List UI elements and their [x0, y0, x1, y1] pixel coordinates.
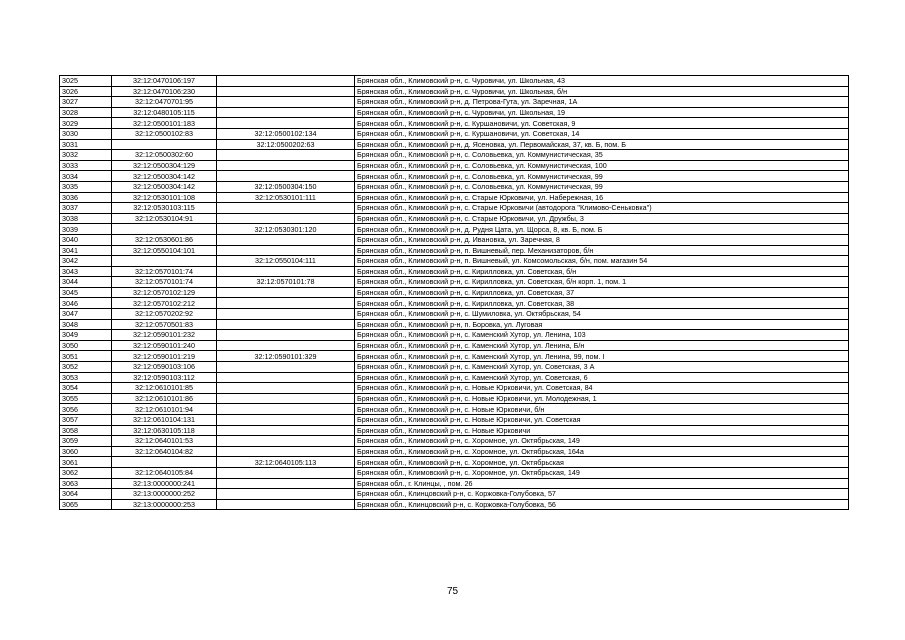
cadastral-number-cell: 32:12:0480105:115: [112, 107, 217, 118]
row-number-cell: 3042: [60, 256, 112, 267]
table-row: [60, 224, 849, 235]
property-registry-table: [59, 75, 849, 510]
cadastral-number-secondary-cell: [217, 298, 355, 309]
cadastral-number-cell: 32:12:0590101:232: [112, 330, 217, 341]
address-cell: Брянская обл., Климовский р-н, с. Старые Юрковичи, ул. Набережная, 16: [355, 192, 849, 203]
row-number-cell: 3040: [60, 234, 112, 245]
table-row: [60, 489, 849, 500]
table-row: [60, 266, 849, 277]
row-number-cell: 3037: [60, 203, 112, 214]
cadastral-number-cell: 32:12:0590101:240: [112, 340, 217, 351]
row-number-cell: 3047: [60, 309, 112, 320]
cadastral-number-cell: 32:12:0570101:74: [112, 266, 217, 277]
cadastral-number-secondary-cell: 32:12:0500202:63: [217, 139, 355, 150]
table-row: [60, 107, 849, 118]
address-cell: Брянская обл., Климовский р-н, с. Чуровичи, ул. Школьная, 19: [355, 107, 849, 118]
cadastral-number-secondary-cell: 32:12:0530101:111: [217, 192, 355, 203]
table-row: [60, 181, 849, 192]
cadastral-number-cell: 32:13:0000000:241: [112, 478, 217, 489]
cadastral-number-cell: 32:12:0530601:86: [112, 234, 217, 245]
cadastral-number-secondary-cell: [217, 383, 355, 394]
cadastral-number-secondary-cell: [217, 118, 355, 129]
address-cell: Брянская обл., Клинцовский р-н, с. Коржовка-Голубовка, 56: [355, 499, 849, 510]
address-cell: Брянская обл., Климовский р-н, с. Новые Юрковичи, ул. Молодежная, 1: [355, 393, 849, 404]
address-cell: Брянская обл., Климовский р-н, п. Вишневый, пер. Механизаторов, б/н: [355, 245, 849, 256]
cadastral-number-cell: 32:12:0500304:142: [112, 181, 217, 192]
cadastral-number-secondary-cell: 32:12:0550104:111: [217, 256, 355, 267]
cadastral-number-secondary-cell: [217, 97, 355, 108]
page-number: 75: [446, 586, 459, 597]
address-cell: Брянская обл., Климовский р-н, с. Каменский Хутор, ул. Ленина, 103: [355, 330, 849, 341]
table-row: [60, 330, 849, 341]
address-cell: Брянская обл., Климовский р-н, с. Старые Юрковичи, ул. Дружбы, 3: [355, 213, 849, 224]
cadastral-number-secondary-cell: 32:12:0500102:134: [217, 128, 355, 139]
cadastral-number-secondary-cell: 32:12:0590101:329: [217, 351, 355, 362]
row-number-cell: 3064: [60, 489, 112, 500]
cadastral-number-cell: 32:12:0500101:183: [112, 118, 217, 129]
row-number-cell: 3031: [60, 139, 112, 150]
table-row: [60, 467, 849, 478]
address-cell: Брянская обл., Климовский р-н, с. Кирилловка, ул. Советская, б/н: [355, 266, 849, 277]
row-number-cell: 3039: [60, 224, 112, 235]
address-cell: Брянская обл., Климовский р-н, п. Вишневый, ул. Комсомольская, б/н, пом. магазин 54: [355, 256, 849, 267]
row-number-cell: 3050: [60, 340, 112, 351]
cadastral-number-secondary-cell: 32:12:0500304:150: [217, 181, 355, 192]
row-number-cell: 3063: [60, 478, 112, 489]
address-cell: Брянская обл., Климовский р-н, д. Ивановка, ул. Заречная, 8: [355, 234, 849, 245]
cadastral-number-cell: [112, 457, 217, 468]
address-cell: Брянская обл., Климовский р-н, с. Чуровичи, ул. Школьная, 43: [355, 76, 849, 87]
row-number-cell: 3044: [60, 277, 112, 288]
row-number-cell: 3028: [60, 107, 112, 118]
address-cell: Брянская обл., Климовский р-н, д. Петрова-Гута, ул. Заречная, 1А: [355, 97, 849, 108]
cadastral-number-secondary-cell: [217, 499, 355, 510]
table-row: [60, 499, 849, 510]
table-row: [60, 139, 849, 150]
row-number-cell: 3062: [60, 467, 112, 478]
table-row: [60, 128, 849, 139]
cadastral-number-secondary-cell: [217, 234, 355, 245]
row-number-cell: 3032: [60, 150, 112, 161]
cadastral-number-secondary-cell: [217, 150, 355, 161]
address-cell: Брянская обл., Климовский р-н, с. Старые Юрковичи (автодорога "Климово-Сеньковка"): [355, 203, 849, 214]
address-cell: Брянская обл., Климовский р-н, д. Рудня Цата, ул. Щорса, 8, кв. Б, пом. Б: [355, 224, 849, 235]
cadastral-number-secondary-cell: [217, 287, 355, 298]
cadastral-number-cell: 32:12:0640101:53: [112, 436, 217, 447]
table-body: [60, 76, 849, 510]
cadastral-number-cell: 32:12:0570102:212: [112, 298, 217, 309]
cadastral-number-cell: 32:12:0630105:118: [112, 425, 217, 436]
cadastral-number-cell: 32:12:0500302:60: [112, 150, 217, 161]
cadastral-number-cell: 32:12:0610101:94: [112, 404, 217, 415]
row-number-cell: 3059: [60, 436, 112, 447]
table-row: [60, 478, 849, 489]
cadastral-number-secondary-cell: [217, 478, 355, 489]
table-row: [60, 372, 849, 383]
address-cell: Брянская обл., Климовский р-н, с. Кирилловка, ул. Советская, б/н корп. 1, пом. 1: [355, 277, 849, 288]
cadastral-number-cell: 32:12:0570202:92: [112, 309, 217, 320]
cadastral-number-secondary-cell: [217, 446, 355, 457]
cadastral-number-cell: 32:13:0000000:252: [112, 489, 217, 500]
table-row: [60, 393, 849, 404]
table-row: [60, 404, 849, 415]
address-cell: Брянская обл., Климовский р-н, с. Хоромное, ул. Октябрьская, 149: [355, 467, 849, 478]
cadastral-number-cell: 32:12:0470106:230: [112, 86, 217, 97]
row-number-cell: 3041: [60, 245, 112, 256]
address-cell: Брянская обл., Клинцовский р-н, с. Коржовка-Голубовка, 57: [355, 489, 849, 500]
row-number-cell: 3038: [60, 213, 112, 224]
cadastral-number-cell: [112, 139, 217, 150]
address-cell: Брянская обл., Климовский р-н, с. Соловьевка, ул. Коммунистическая, 100: [355, 160, 849, 171]
address-cell: Брянская обл., Климовский р-н, с. Чуровичи, ул. Школьная, б/н: [355, 86, 849, 97]
cadastral-number-cell: 32:12:0640105:84: [112, 467, 217, 478]
table-row: [60, 351, 849, 362]
row-number-cell: 3048: [60, 319, 112, 330]
table-row: [60, 436, 849, 447]
cadastral-number-secondary-cell: [217, 213, 355, 224]
cadastral-number-secondary-cell: [217, 171, 355, 182]
address-cell: Брянская обл., Климовский р-н, с. Новые Юрковичи, ул. Советская, 84: [355, 383, 849, 394]
table-row: [60, 362, 849, 373]
table-row: [60, 160, 849, 171]
row-number-cell: 3054: [60, 383, 112, 394]
address-cell: Брянская обл., Климовский р-н, с. Кирилловка, ул. Советская, 37: [355, 287, 849, 298]
cadastral-number-cell: 32:12:0470106:197: [112, 76, 217, 87]
registry-sheet: [59, 75, 849, 510]
address-cell: Брянская обл., Климовский р-н, с. Каменский Хутор, ул. Советская, 3 А: [355, 362, 849, 373]
address-cell: Брянская обл., Климовский р-н, с. Каменский Хутор, ул. Ленина, Б/н: [355, 340, 849, 351]
address-cell: Брянская обл., Климовский р-н, с. Новые Юрковичи: [355, 425, 849, 436]
row-number-cell: 3053: [60, 372, 112, 383]
cadastral-number-secondary-cell: [217, 309, 355, 320]
row-number-cell: 3036: [60, 192, 112, 203]
address-cell: Брянская обл., Климовский р-н, с. Шумиловка, ул. Октябрьская, 54: [355, 309, 849, 320]
table-row: [60, 287, 849, 298]
address-cell: Брянская обл., Климовский р-н, с. Каменский Хутор, ул. Советская, 6: [355, 372, 849, 383]
cadastral-number-secondary-cell: 32:12:0530301:120: [217, 224, 355, 235]
cadastral-number-secondary-cell: [217, 107, 355, 118]
cadastral-number-secondary-cell: [217, 266, 355, 277]
cadastral-number-cell: 32:12:0530101:108: [112, 192, 217, 203]
cadastral-number-secondary-cell: [217, 436, 355, 447]
address-cell: Брянская обл., Климовский р-н, с. Хоромное, ул. Октябрьская: [355, 457, 849, 468]
cadastral-number-cell: 32:12:0570101:74: [112, 277, 217, 288]
table-row: [60, 118, 849, 129]
cadastral-number-secondary-cell: [217, 415, 355, 426]
address-cell: Брянская обл., Климовский р-н, с. Хоромное, ул. Октябрьская, 164а: [355, 446, 849, 457]
table-row: [60, 340, 849, 351]
table-row: [60, 76, 849, 87]
table-row: [60, 457, 849, 468]
cadastral-number-cell: [112, 256, 217, 267]
cadastral-number-secondary-cell: [217, 425, 355, 436]
row-number-cell: 3058: [60, 425, 112, 436]
row-number-cell: 3034: [60, 171, 112, 182]
table-row: [60, 97, 849, 108]
address-cell: Брянская обл., Климовский р-н, с. Каменский Хутор, ул. Ленина, 99, пом. I: [355, 351, 849, 362]
cadastral-number-cell: 32:12:0610101:85: [112, 383, 217, 394]
cadastral-number-secondary-cell: [217, 160, 355, 171]
row-number-cell: 3061: [60, 457, 112, 468]
address-cell: Брянская обл., Климовский р-н, п. Боровка, ул. Луговая: [355, 319, 849, 330]
cadastral-number-cell: 32:12:0590103:112: [112, 372, 217, 383]
row-number-cell: 3051: [60, 351, 112, 362]
cadastral-number-secondary-cell: [217, 372, 355, 383]
cadastral-number-secondary-cell: [217, 76, 355, 87]
table-row: [60, 319, 849, 330]
table-row: [60, 415, 849, 426]
row-number-cell: 3055: [60, 393, 112, 404]
cadastral-number-cell: 32:12:0500102:83: [112, 128, 217, 139]
cadastral-number-cell: 32:12:0640104:82: [112, 446, 217, 457]
row-number-cell: 3052: [60, 362, 112, 373]
cadastral-number-secondary-cell: [217, 489, 355, 500]
address-cell: Брянская обл., Климовский р-н, с. Соловьевка, ул. Коммунистическая, 99: [355, 171, 849, 182]
cadastral-number-cell: 32:12:0590103:106: [112, 362, 217, 373]
cadastral-number-cell: 32:13:0000000:253: [112, 499, 217, 510]
cadastral-number-cell: 32:12:0570102:129: [112, 287, 217, 298]
row-number-cell: 3057: [60, 415, 112, 426]
address-cell: Брянская обл., г. Клинцы, , пом. 26: [355, 478, 849, 489]
table-row: [60, 256, 849, 267]
cadastral-number-cell: 32:12:0610104:131: [112, 415, 217, 426]
address-cell: Брянская обл., Климовский р-н, с. Кирилловка, ул. Советская, 38: [355, 298, 849, 309]
address-cell: Брянская обл., Климовский р-н, с. Соловьевка, ул. Коммунистическая, 99: [355, 181, 849, 192]
table-row: [60, 245, 849, 256]
table-row: [60, 86, 849, 97]
cadastral-number-cell: 32:12:0470701:95: [112, 97, 217, 108]
cadastral-number-secondary-cell: [217, 393, 355, 404]
row-number-cell: 3045: [60, 287, 112, 298]
row-number-cell: 3029: [60, 118, 112, 129]
cadastral-number-secondary-cell: [217, 86, 355, 97]
table-row: [60, 446, 849, 457]
cadastral-number-cell: 32:12:0530104:91: [112, 213, 217, 224]
cadastral-number-secondary-cell: 32:12:0640105:113: [217, 457, 355, 468]
cadastral-number-secondary-cell: 32:12:0570101:78: [217, 277, 355, 288]
cadastral-number-secondary-cell: [217, 467, 355, 478]
cadastral-number-secondary-cell: [217, 340, 355, 351]
cadastral-number-cell: 32:12:0500304:129: [112, 160, 217, 171]
table-row: [60, 383, 849, 394]
cadastral-number-secondary-cell: [217, 245, 355, 256]
table-row: [60, 277, 849, 288]
table-row: [60, 309, 849, 320]
address-cell: Брянская обл., Климовский р-н, с. Хоромное, ул. Октябрьская, 149: [355, 436, 849, 447]
table-row: [60, 298, 849, 309]
row-number-cell: 3027: [60, 97, 112, 108]
table-row: [60, 425, 849, 436]
table-row: [60, 234, 849, 245]
cadastral-number-secondary-cell: [217, 362, 355, 373]
address-cell: Брянская обл., Климовский р-н, с. Соловьевка, ул. Коммунистическая, 35: [355, 150, 849, 161]
cadastral-number-secondary-cell: [217, 319, 355, 330]
row-number-cell: 3026: [60, 86, 112, 97]
cadastral-number-secondary-cell: [217, 404, 355, 415]
cadastral-number-cell: 32:12:0500304:142: [112, 171, 217, 182]
table-row: [60, 171, 849, 182]
row-number-cell: 3033: [60, 160, 112, 171]
row-number-cell: 3065: [60, 499, 112, 510]
address-cell: Брянская обл., Климовский р-н, с. Новые Юрковичи, б/н: [355, 404, 849, 415]
cadastral-number-cell: 32:12:0590101:219: [112, 351, 217, 362]
address-cell: Брянская обл., Климовский р-н, д. Ясеновка, ул. Первомайская, 37, кв. Б, пом. Б: [355, 139, 849, 150]
table-row: [60, 192, 849, 203]
address-cell: Брянская обл., Климовский р-н, с. Новые Юрковичи, ул. Советская: [355, 415, 849, 426]
row-number-cell: 3049: [60, 330, 112, 341]
row-number-cell: 3046: [60, 298, 112, 309]
table-row: [60, 150, 849, 161]
row-number-cell: 3043: [60, 266, 112, 277]
cadastral-number-cell: 32:12:0550104:101: [112, 245, 217, 256]
cadastral-number-secondary-cell: [217, 203, 355, 214]
table-row: [60, 203, 849, 214]
cadastral-number-cell: 32:12:0610101:86: [112, 393, 217, 404]
address-cell: Брянская обл., Климовский р-н, с. Куршановичи, ул. Советская, 9: [355, 118, 849, 129]
cadastral-number-cell: 32:12:0530103:115: [112, 203, 217, 214]
row-number-cell: 3025: [60, 76, 112, 87]
row-number-cell: 3035: [60, 181, 112, 192]
cadastral-number-cell: [112, 224, 217, 235]
row-number-cell: 3060: [60, 446, 112, 457]
address-cell: Брянская обл., Климовский р-н, с. Куршановичи, ул. Советская, 14: [355, 128, 849, 139]
table-row: [60, 213, 849, 224]
row-number-cell: 3056: [60, 404, 112, 415]
cadastral-number-cell: 32:12:0570501:83: [112, 319, 217, 330]
cadastral-number-secondary-cell: [217, 330, 355, 341]
row-number-cell: 3030: [60, 128, 112, 139]
